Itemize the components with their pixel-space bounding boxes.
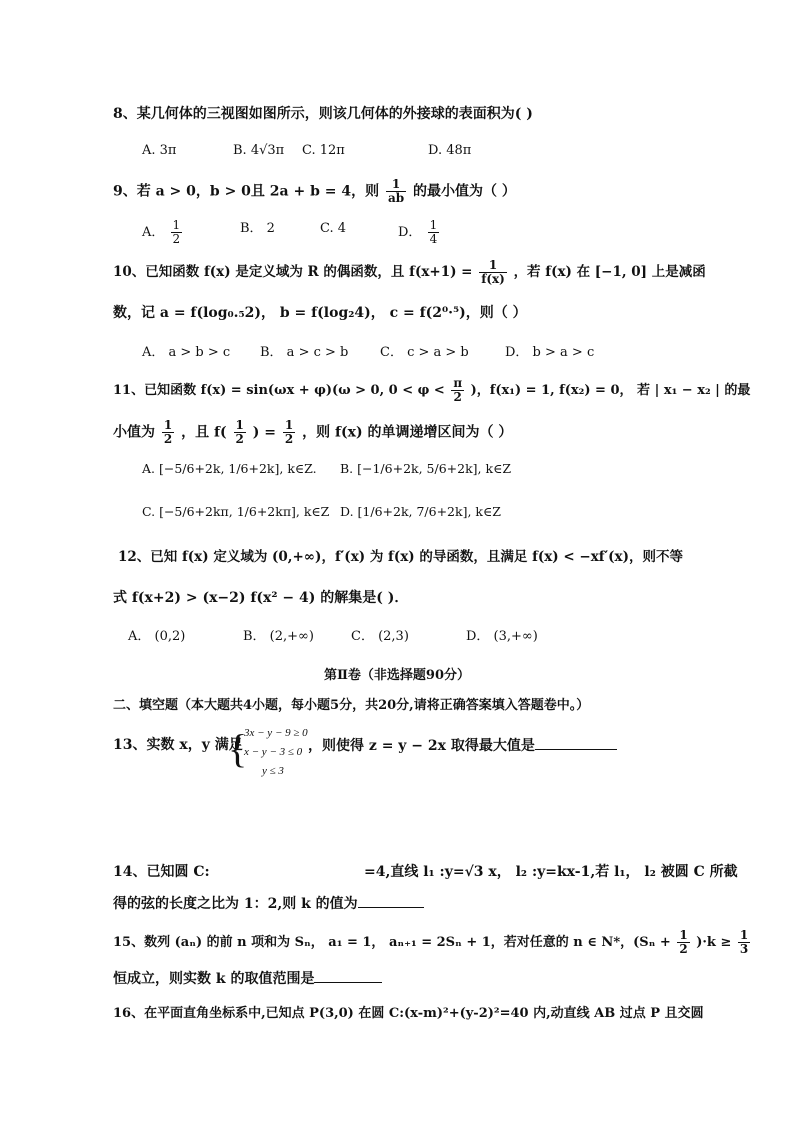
q11-option-d: D. [1/6+2k, 7/6+2k], k∈Z: [340, 504, 501, 519]
q12-line1: 12、已知 f(x) 定义域为 (0,+∞)，f′(x) 为 f(x) 的导函数，且满足 f(x) < −xf′(x)，则不等: [118, 549, 683, 565]
q11-line1: [113, 377, 750, 404]
q11-line1-a: 11、已知函数 f(x) = sin(ωx + φ)(ω > 0, 0 < φ <: [113, 383, 445, 398]
q11-frac3: [234, 419, 246, 446]
q9-stem-a: 9、若 a > 0，b > 0且 2a + b = 4，则: [113, 183, 380, 200]
q15-line1-b: )·k ≥: [696, 935, 732, 950]
q15-line2-row: [113, 968, 382, 989]
q11-option-c: C. [−5/6+2kπ, 1/6+2kπ], k∈Z: [142, 504, 330, 519]
q15-line1: [113, 929, 752, 956]
q10-line1: [113, 259, 706, 286]
q11-frac4-num: 1: [284, 418, 294, 432]
q9-fraction: [386, 178, 406, 205]
q12-option-d: D． (3,+∞): [466, 629, 538, 644]
q13-stem-b: ，则使得 z = y − 2x 取得最大值是: [308, 738, 535, 754]
q12-option-c: C． (2,3): [351, 629, 409, 644]
q9-option-d-frac: [428, 219, 440, 246]
q9-option-a-den: 2: [172, 232, 181, 246]
q14-line2-row: [113, 893, 424, 914]
q11-line2-b: ，且 f(: [181, 424, 227, 441]
q13-ineq-1: 3x − y − 9 ≥ 0: [244, 727, 308, 739]
q9-option-d-den: 4: [429, 232, 438, 246]
q12-line2: 式 f(x+2) > (x−2) f(x² − 4) 的解集是( )．: [113, 590, 409, 606]
q11-frac1-num: π: [453, 376, 463, 390]
q13-stem-b-row: [308, 735, 617, 756]
q11-line2: [113, 419, 512, 446]
q15-line2: 恒成立，则实数 k 的取值范围是: [113, 971, 315, 987]
q9-option-d: [398, 219, 441, 246]
q15-frac1: [677, 929, 689, 956]
q13-ineq-3: y ≤ 3: [262, 765, 284, 777]
q9-option-a-label: A．: [142, 225, 165, 240]
q11-line2-c: ) =: [252, 424, 276, 441]
q11-option-b: B. [−1/6+2k, 5/6+2k], k∈Z: [340, 461, 512, 476]
q13-ineq-2: x − y − 3 ≤ 0: [244, 746, 303, 758]
q15-answer-blank[interactable]: [314, 968, 382, 983]
q15-frac2: [738, 929, 750, 956]
q9-stem-b: 的最小值为（ ）: [413, 183, 516, 200]
q10-frac-den: f(x): [481, 272, 505, 286]
q10-line1-a: 10、已知函数 f(x) 是定义域为 R 的偶函数，且 f(x+1) =: [113, 264, 473, 280]
q15-frac1-den: 2: [679, 942, 688, 956]
q10-option-d: D． b > a > c: [505, 345, 595, 360]
q9-stem: [113, 178, 516, 205]
q15-frac1-num: 1: [679, 928, 688, 942]
q11-frac3-den: 2: [235, 432, 244, 446]
q12-option-a: A． (0,2): [128, 629, 186, 644]
q9-option-b: B． 2: [240, 221, 275, 236]
q10-line2: 数，记 a = f(log₀.₅2)， b = f(log₂4)， c = f(2⁰·⁵)，则（ ）: [113, 305, 527, 321]
q11-option-a: A. [−5/6+2k, 1/6+2k], k∈Z.: [142, 461, 317, 476]
q11-frac2: [162, 419, 174, 446]
q11-frac1-den: 2: [453, 390, 462, 404]
q11-line2-d: ，则 f(x) 的单调递增区间为（ ）: [302, 424, 513, 441]
q11-line1-b: )，f(x₁) = 1, f(x₂) = 0， 若 | x₁ − x₂ | 的最: [470, 383, 751, 398]
q9-frac-den: ab: [387, 191, 405, 205]
q8-option-d: D. 48π: [428, 143, 472, 158]
q13-stem-a: 13、实数 x，y 满足: [113, 737, 243, 753]
q10-frac-num: 1: [479, 259, 507, 273]
q10-option-a: A． a > b > c: [142, 345, 231, 360]
q14-line2: 得的弦的长度之比为 1：2,则 k 的值为: [113, 896, 358, 912]
q14-line1-a: 14、已知圆 C:: [113, 864, 210, 880]
q9-frac-num: 1: [386, 178, 406, 192]
q9-option-d-num: 1: [429, 218, 438, 232]
q13-brace: {: [228, 726, 248, 771]
q11-frac4: [283, 419, 295, 446]
q9-option-a: [142, 219, 184, 246]
q15-frac2-den: 3: [739, 942, 749, 956]
section2-title: 第Ⅱ卷（非选择题90分）: [323, 668, 471, 683]
q8-stem: 8、某几何体的三视图如图所示，则该几何体的外接球的表面积为( ): [113, 106, 533, 122]
q9-option-c: C. 4: [320, 221, 347, 236]
q10-fraction: [479, 259, 507, 286]
q8-option-a: A. 3π: [142, 143, 177, 158]
q16-line1: 16、在平面直角坐标系中,已知点 P(3,0) 在圆 C:(x-m)²+(y-2)²=40 内,动直线 AB 过点 P 且交圆: [113, 1006, 704, 1021]
q15-frac2-num: 1: [739, 928, 749, 942]
q10-line1-b: ，若 f(x) 在 [−1, 0] 上是减函: [513, 264, 706, 280]
q11-line2-a: 小值为: [113, 424, 155, 441]
q10-option-b: B． a > c > b: [260, 345, 349, 360]
q11-frac4-den: 2: [284, 432, 294, 446]
section2-heading: 二、填空题（本大题共4小题，每小题5分，共20分,请将正确答案填入答题卷中。）: [113, 698, 590, 713]
q15-line1-a: 15、数列 (aₙ) 的前 n 项和为 Sₙ， a₁ = 1， aₙ₊₁ = 2Sₙ + 1，若对任意的 n ∈ N*，(Sₙ +: [113, 935, 671, 950]
q8-option-c: C. 12π: [302, 143, 345, 158]
q12-option-b: B． (2,+∞): [243, 629, 314, 644]
q11-frac2-num: 1: [163, 418, 173, 432]
q14-answer-blank[interactable]: [358, 893, 424, 908]
q8-option-b: B. 4√3π: [233, 143, 285, 158]
q10-option-c: C． c > a > b: [380, 345, 469, 360]
q14-line1-b: =4,直线 l₁ :y=√3 x， l₂ :y=kx-1,若 l₁， l₂ 被圆 C 所截: [364, 864, 738, 880]
q11-frac1: [451, 377, 464, 404]
q9-option-a-num: 1: [172, 218, 181, 232]
q11-frac2-den: 2: [163, 432, 173, 446]
q11-frac3-num: 1: [235, 418, 244, 432]
q9-option-a-frac: [171, 219, 183, 246]
q9-option-d-label: D．: [398, 225, 422, 240]
q13-answer-blank[interactable]: [535, 735, 617, 750]
